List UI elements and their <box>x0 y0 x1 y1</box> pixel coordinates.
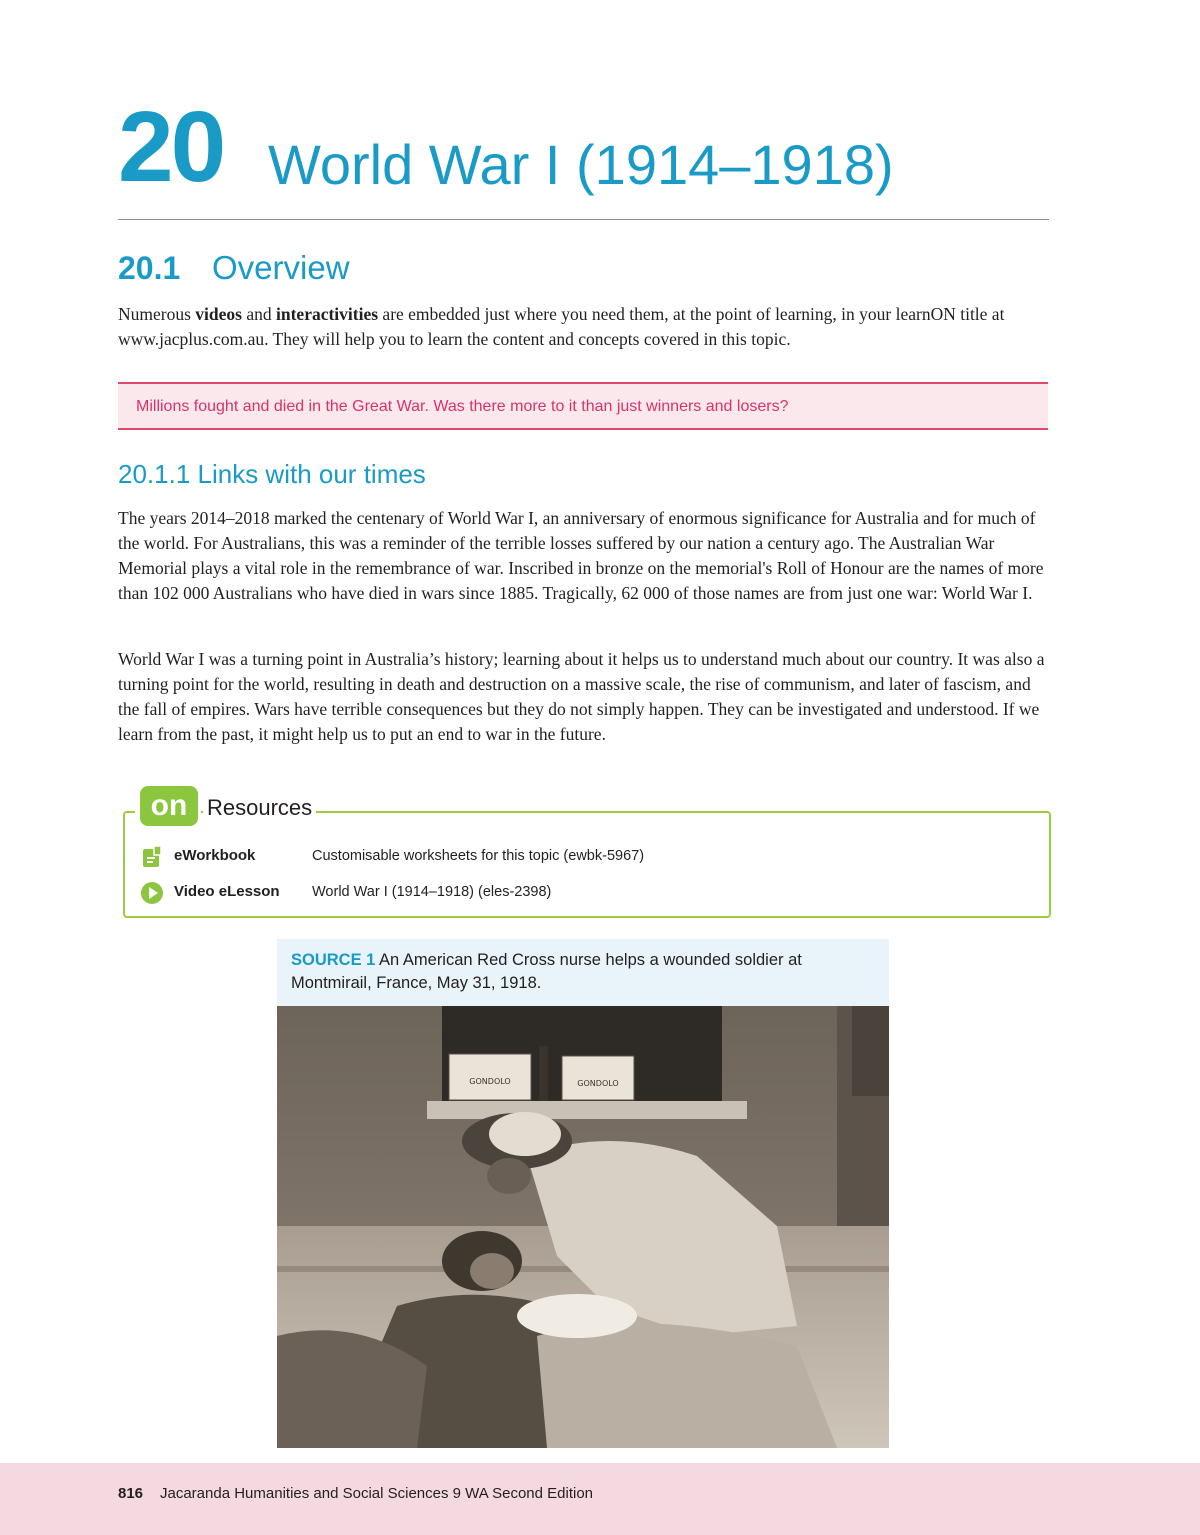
historical-photo <box>277 1006 889 1448</box>
inquiry-callout <box>118 382 1048 430</box>
on-logo: on <box>140 786 198 826</box>
book-title: Jacaranda Humanities and Social Sciences 9 WA Second Edition <box>160 1485 594 1502</box>
source-caption <box>291 949 871 995</box>
intro-bold-videos: videos <box>195 304 242 324</box>
section-title: Overview <box>212 249 350 286</box>
resource-description[interactable]: World War I (1914–1918) (eles-2398) <box>312 884 552 900</box>
body-paragraph: World War I was a turning point in Australia’s history; learning about it helps us to understand much about our country. It was also a turning point for the world, resulting in death and destruction on a massive scale, the rise of communism, and later of fascism, and the fall of empires. Wars have terrible consequences but they do not simply happen. They can be investigated and understood. If we learn from the past, it might help us to put an end to war in the future. <box>118 649 1045 744</box>
intro-bold-interactivities: interactivities <box>276 304 379 324</box>
source-label: SOURCE 1 <box>291 951 376 969</box>
resource-item-eworkbook[interactable] <box>140 842 1020 872</box>
caption-text: An American Red Cross nurse helps a wounded soldier at Montmirail, France, May 31, 1918. <box>291 951 802 992</box>
section-number: 20.1 <box>118 250 181 286</box>
play-icon <box>140 881 164 905</box>
intro-paragraph <box>118 302 1053 352</box>
chapter-number: 20 <box>118 91 224 203</box>
page-number: 816 <box>118 1485 144 1502</box>
resource-item-video-elesson[interactable] <box>140 878 1020 908</box>
resource-description[interactable]: Customisable worksheets for this topic (ewbk-5967) <box>312 848 645 864</box>
page-footer <box>0 1463 1200 1535</box>
subsection-title: 20.1.1 Links with our times <box>118 459 426 489</box>
resource-name: Video eLesson <box>174 883 280 900</box>
intro-text: and <box>241 304 276 324</box>
callout-text: Millions fought and died in the Great War. Was there more to it than just winners and losers? <box>136 398 789 415</box>
workbook-icon <box>140 845 164 869</box>
chapter-title: World War I (1914–1918) <box>268 133 894 196</box>
learnon-badge <box>135 786 201 826</box>
source-caption-box <box>277 939 889 1008</box>
intro-text: Numerous <box>118 304 196 324</box>
intro-text: are embedded just where you need them, at the point of learning, in your learnON title at www.jacplus.com.au. They will help you to learn the content and concepts covered in this topic. <box>118 304 1005 349</box>
photo-sign-left: GONDOLO <box>469 1077 511 1086</box>
chapter-divider <box>118 219 1049 220</box>
photo-sign-right: GONDOLO <box>577 1079 619 1088</box>
body-paragraph: The years 2014–2018 marked the centenary of World War I, an anniversary of enormous significance for Australia and for much of the world. For Australians, this was a reminder of the terrible losses suffered by our nation a century ago. The Australian War Memorial plays a vital role in the remembrance of war. Inscribed in bronze on the memorial's Roll of Honour are the names of more than 102 000 Australians who have died in wars since 1885. Tragically, 62 000 of those names are from just one war: World War I. <box>118 508 1044 603</box>
resources-label: Resources <box>203 793 316 823</box>
resource-name: eWorkbook <box>174 847 256 864</box>
